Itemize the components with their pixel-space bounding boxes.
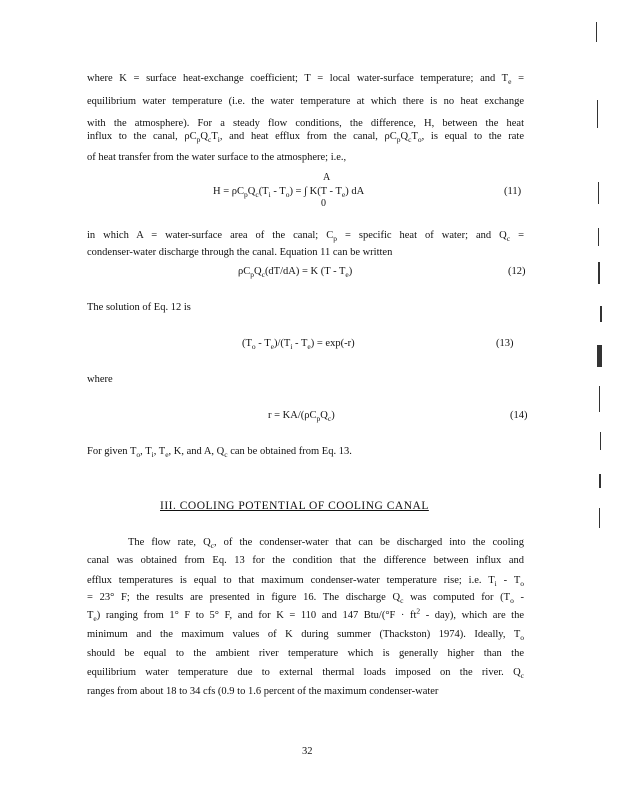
text-line: where (87, 374, 113, 385)
scan-edge-mark (596, 22, 597, 42)
page-number: 32 (302, 746, 313, 757)
equation-number: (12) (508, 266, 526, 277)
text-line: $T_e$) ranging from 1° F to 5° F, and for K = 110 and 147 $Btu/(^\circ F \cdot ft^2 - day)$, which are the (87, 606, 524, 624)
text-line: ranges from about 18 to 34 cfs (0.9 to 1.6 percent of the maximum condenser-water (87, 686, 439, 697)
scan-edge-mark (598, 262, 600, 284)
text-line: should be equal to the ambient river temperature which is generally higher than the (87, 648, 524, 659)
scan-edge-mark (600, 432, 601, 450)
text-line: The solution of Eq. 12 is (87, 302, 191, 313)
text-line: with the atmosphere). For a steady flow conditions, the difference, H, between the heat (87, 118, 524, 129)
equation-number: (14) (510, 410, 528, 421)
equation-number: (11) (504, 186, 522, 197)
text-line: The flow rate, $Q_c$, of the condenser-water that can be discharged into the cooling (128, 537, 524, 551)
text-line: canal was obtained from Eq. 13 for the condition that the difference between influx and (87, 555, 524, 566)
scan-edge-mark (600, 306, 602, 322)
text-line: For given $T_o$, $T_i$, $T_e$, K, and A, $Q_c$ can be obtained from Eq. 13. (87, 446, 352, 460)
text-line: efflux temperatures is equal to that maximum condenser-water temperature rise; i.e. $T_i - T_o$ (87, 575, 524, 589)
text-line: = 23° F; the results are presented in figure 16. The discharge $Q_c$ was computed for ($T_o$ - (87, 592, 524, 606)
scan-edge-mark (598, 228, 599, 246)
text-line: equilibrium water temperature due to external thermal loads imposed on the river. $Q_c$ (87, 667, 524, 681)
integral-upper-limit: A (323, 172, 331, 183)
equation-number: (13) (496, 338, 514, 349)
equation-13: $(T_o - T_e)/(T_i - T_e) = \exp(-r)$ (242, 338, 355, 352)
equation-11: $H = \rho C_pQ_c(T_i - T_o)$ = ∫ $K(T - T_e)$ dA (213, 186, 365, 200)
equation-14: $r = KA/(\rho C_pQ_c)$ (268, 410, 335, 424)
scan-edge-mark (599, 508, 600, 528)
text-line: where K = surface heat-exchange coefficient; T = local water-surface temperature; and $T_e$ = (87, 73, 524, 87)
scan-edge-mark (597, 100, 598, 128)
scan-edge-mark (599, 386, 600, 412)
text-line: condenser-water discharge through the canal. Equation 11 can be written (87, 247, 393, 258)
text-line: influx to the canal, $\rho C_pQ_cT_i$, and heat efflux from the canal, $\rho C_pQ_cT_o$, is equal to the rate (87, 131, 524, 145)
equation-12: $\rho C_pQ_c(dT/dA) = K$ $(T - T_e)$ (238, 266, 353, 280)
text-line: minimum and the maximum values of K during summer (Thackston) 1974). Ideally, $T_o$ (87, 629, 524, 643)
scan-edge-mark (597, 345, 602, 367)
section-heading: III. COOLING POTENTIAL OF COOLING CANAL (160, 500, 429, 512)
scan-edge-mark (599, 474, 601, 488)
text-line: equilibrium water temperature (i.e. the water temperature at which there is no heat exchange (87, 96, 524, 107)
scan-edge-mark (598, 182, 599, 204)
text-line: of heat transfer from the water surface to the atmosphere; i.e., (87, 152, 347, 163)
integral-lower-limit: 0 (321, 198, 326, 209)
text-line: in which A = water-surface area of the canal; $C_p$ = specific heat of water; and $Q_c$ = (87, 230, 524, 244)
